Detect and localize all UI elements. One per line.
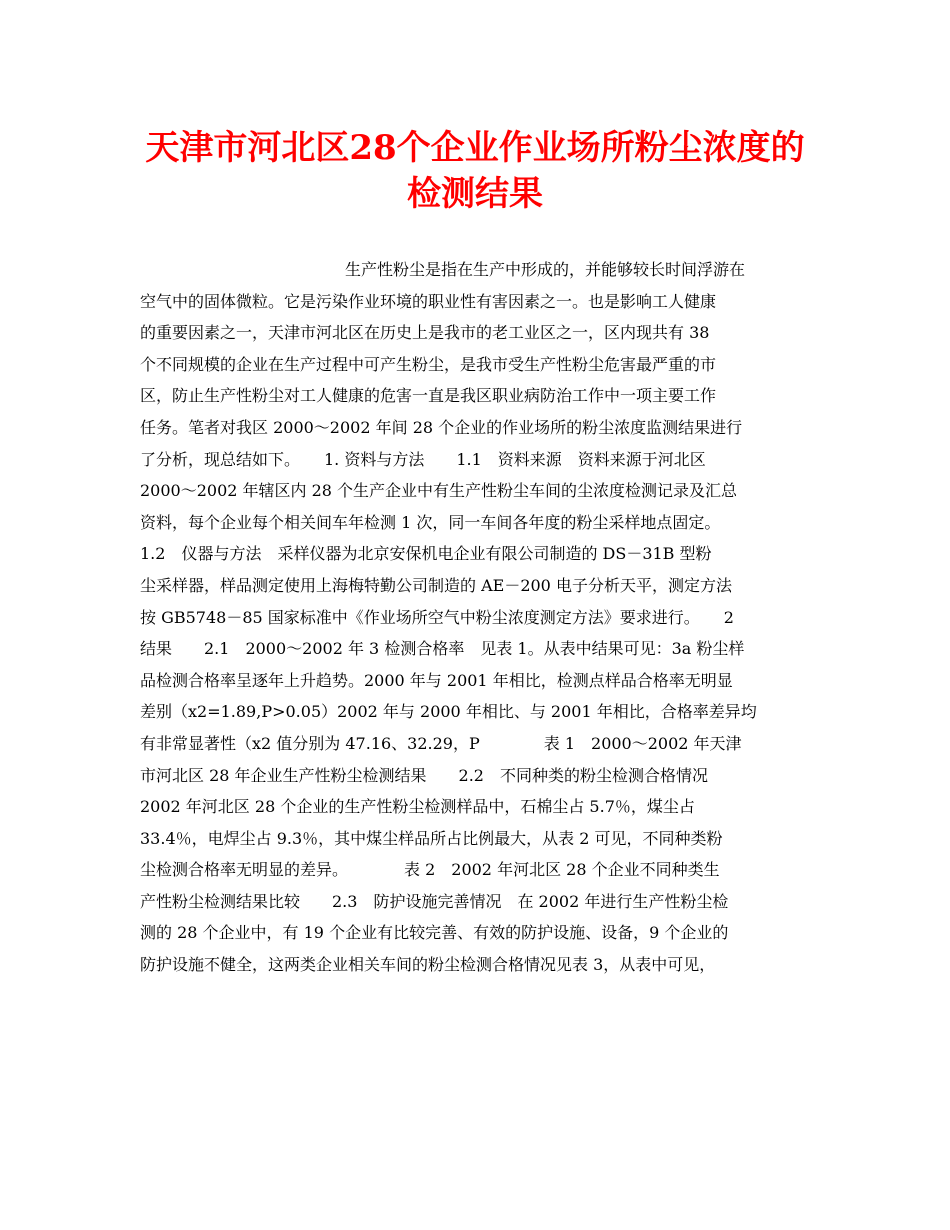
paragraph-line: 尘检测合格率无明显的差异。 表 2 2002 年河北区 28 个企业不同种类生	[140, 860, 720, 880]
body-text	[140, 254, 812, 981]
title-line-1: 天津市河北区28个企业作业场所粉尘浓度的	[145, 128, 805, 168]
paragraph-line: 有非常显著性（ⅹ2 值分别为 47.16、32.29，P 表 1 2000～2002 年天津	[140, 733, 742, 753]
paragraph-line: 资料，每个企业每个相关间车年检测 1 次，同一车间各年度的粉尘采样地点固定。	[140, 512, 721, 532]
paragraph-line: 个不同规模的企业在生产过程中可产生粉尘，是我市受生产性粉尘危害最严重的市	[140, 354, 717, 374]
paragraph-line: 1.2 仪器与方法 采样仪器为北京安保机电企业有限公司制造的 DS－31B 型粉	[140, 544, 712, 564]
paragraph-line: 结果 2.1 2000～2002 年 3 检测合格率 见表 1。从表中结果可见：3a 粉尘样	[140, 639, 745, 659]
document-title	[120, 125, 830, 217]
paragraph-line: 33.4％，电焊尘占 9.3％，其中煤尘样品所占比例最大，从表 2 可见，不同种类粉	[140, 828, 723, 848]
paragraph-line: 空气中的固体微粒。它是污染作业环境的职业性有害因素之一。也是影响工人健康	[140, 291, 717, 311]
paragraph-line: 按 GB5748－85 国家标准中《作业场所空气中粉尘浓度测定方法》要求进行。 2	[140, 607, 734, 627]
paragraph-line: 品检测合格率呈逐年上升趋势。2000 年与 2001 年相比，检测点样品合格率无明显	[140, 670, 733, 690]
paragraph-line: 的重要因素之一，天津市河北区在历史上是我市的老工业区之一，区内现共有 38	[140, 323, 710, 343]
paragraph-line: 区，防止生产性粉尘对工人健康的危害一直是我区职业病防治工作中一项主要工作	[140, 386, 717, 406]
paragraph-line: 任务。笔者对我区 2000～2002 年间 28 个企业的作业场所的粉尘浓度监测结果进行	[140, 417, 743, 437]
paragraph-line: 尘采样器，样品测定使用上海梅特勤公司制造的 AE－200 电子分析天平，测定方法	[140, 575, 732, 595]
paragraph-line: 防护设施不健全，这两类企业相关车间的粉尘检测合格情况见表 3，从表中可见，	[140, 955, 716, 975]
paragraph-line: 差别（ⅹ2=1.89,P>0.05）2002 年与 2000 年相比、与 2001 年相比，合格率差异均	[140, 702, 757, 722]
paragraph-line: 测的 28 个企业中，有 19 个企业有比较完善、有效的防护设施、设备，9 个企业的	[140, 923, 729, 943]
paragraph-line: 市河北区 28 年企业生产性粉尘检测结果 2.2 不同种类的粉尘检测合格情况	[140, 765, 708, 785]
paragraph-line: 生产性粉尘是指在生产中形成的，并能够较长时间浮游在	[345, 260, 746, 279]
paragraph-line: 2000～2002 年辖区内 28 个生产企业中有生产性粉尘车间的尘浓度检测记录及汇总	[140, 481, 738, 501]
paragraph-line: 了分析，现总结如下。 1. 资料与方法 1.1 资料来源 资料来源于河北区	[140, 449, 706, 469]
title-line-2: 检测结果	[407, 174, 543, 214]
paragraph-line: 2002 年河北区 28 个企业的生产性粉尘检测样品中，石棉尘占 5.7％，煤尘占	[140, 797, 695, 817]
paragraph-line: 产性粉尘检测结果比较 2.3 防护设施完善情况 在 2002 年进行生产性粉尘检	[140, 891, 729, 911]
